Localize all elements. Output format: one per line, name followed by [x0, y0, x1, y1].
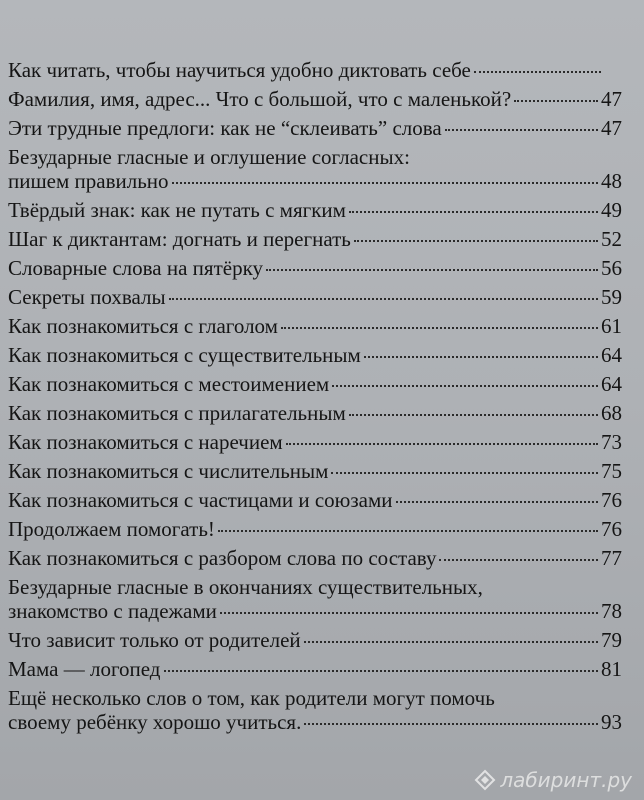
toc-entry — [8, 227, 622, 251]
dot-leader — [445, 129, 598, 131]
toc-entry-title: Секреты похвалы — [8, 285, 166, 309]
toc-entry-row — [8, 314, 622, 338]
dot-leader — [364, 356, 598, 358]
toc-entry-title: знакомство с падежами — [8, 599, 217, 623]
toc-entry — [8, 198, 622, 222]
toc-entry-row — [8, 459, 622, 483]
toc-entry-title: Как познакомиться с разбором слова по составу — [8, 546, 437, 570]
dot-leader — [218, 530, 598, 532]
dot-leader — [172, 182, 598, 184]
toc-entry-row — [8, 657, 622, 681]
toc-page-number: 48 — [601, 169, 622, 193]
toc-entry — [8, 116, 622, 140]
toc-entry — [8, 546, 622, 570]
dot-leader — [169, 298, 598, 300]
toc-entry — [8, 517, 622, 541]
dot-leader — [281, 327, 598, 329]
dot-leader — [474, 71, 601, 73]
toc-entry-row — [8, 517, 622, 541]
toc-entry-row — [8, 227, 622, 251]
toc-entry-row — [8, 401, 622, 425]
toc-entry — [8, 87, 622, 111]
toc-entry-title: Как читать, чтобы научиться удобно диктовать себе — [8, 58, 471, 82]
watermark-text: лабиринт.ру — [500, 768, 632, 792]
toc-entry-title: Фамилия, имя, адрес... Что с большой, что с маленькой? — [8, 87, 512, 111]
dot-leader — [354, 240, 598, 242]
toc-page-number: 64 — [601, 372, 622, 396]
toc-entry — [8, 488, 622, 512]
toc-entry — [8, 343, 622, 367]
dot-leader — [220, 612, 598, 614]
toc-entry-row — [8, 116, 622, 140]
dot-leader — [349, 414, 598, 416]
toc-entry — [8, 686, 622, 734]
toc-page-number: 76 — [601, 517, 622, 541]
table-of-contents — [8, 58, 622, 739]
dot-leader — [266, 269, 598, 271]
toc-entry-row — [8, 546, 622, 570]
dot-leader — [286, 443, 598, 445]
toc-page-number: 52 — [601, 227, 622, 251]
toc-entry — [8, 285, 622, 309]
toc-entry-title: Как познакомиться с частицами и союзами — [8, 488, 393, 512]
toc-entry-row — [8, 285, 622, 309]
toc-entry — [8, 628, 622, 652]
toc-page-number: 56 — [601, 256, 622, 280]
toc-page-number: 47 — [601, 116, 622, 140]
toc-page-number: 75 — [601, 459, 622, 483]
toc-page-number: 47 — [601, 87, 622, 111]
toc-entry-title: Как познакомиться с глаголом — [8, 314, 278, 338]
toc-entry-title-line: Безударные гласные и оглушение согласных: — [8, 145, 410, 169]
watermark — [474, 768, 632, 792]
toc-entry — [8, 430, 622, 454]
toc-entry — [8, 314, 622, 338]
toc-entry-title: Как познакомиться с числительным — [8, 459, 329, 483]
toc-entry — [8, 145, 622, 193]
dot-leader — [304, 723, 598, 725]
toc-page-number: 78 — [601, 599, 622, 623]
toc-entry — [8, 372, 622, 396]
toc-page-number: 93 — [601, 710, 622, 734]
toc-entry-row — [8, 256, 622, 280]
toc-page-number: 49 — [601, 198, 622, 222]
dot-leader — [332, 385, 598, 387]
toc-entry-row — [8, 58, 622, 82]
dot-leader — [396, 501, 598, 503]
toc-entry-title: Продолжаем помогать! — [8, 517, 215, 541]
toc-entry — [8, 256, 622, 280]
toc-page-number: 77 — [601, 546, 622, 570]
toc-entry-row — [8, 198, 622, 222]
toc-entry-title: Как познакомиться с существительным — [8, 343, 361, 367]
toc-entry-row — [8, 599, 622, 623]
toc-entry-title: Словарные слова на пятёрку — [8, 256, 263, 280]
toc-entry-title: Что зависит только от родителей — [8, 628, 301, 652]
toc-entry-row — [8, 710, 622, 734]
toc-entry — [8, 58, 622, 82]
toc-entry-title: Шаг к диктантам: догнать и перегнать — [8, 227, 351, 251]
toc-entry-row — [8, 430, 622, 454]
toc-entry-row — [8, 343, 622, 367]
toc-entry-title-line: Безударные гласные в окончаниях существительных, — [8, 575, 483, 599]
toc-entry-row — [8, 169, 622, 193]
toc-page-number: 73 — [601, 430, 622, 454]
toc-entry-title: Как познакомиться с наречием — [8, 430, 283, 454]
toc-entry — [8, 459, 622, 483]
toc-entry-title: пишем правильно — [8, 169, 169, 193]
toc-entry-title: Твёрдый знак: как не путать с мягким — [8, 198, 346, 222]
toc-entry-title: Мама — логопед — [8, 657, 161, 681]
toc-entry — [8, 657, 622, 681]
dot-leader — [331, 472, 598, 474]
toc-entry-row — [8, 372, 622, 396]
toc-page-number: 68 — [601, 401, 622, 425]
toc-entry-row — [8, 87, 622, 111]
dot-leader — [514, 100, 598, 102]
toc-page-number: 61 — [601, 314, 622, 338]
toc-entry-title: Как познакомиться с местоимением — [8, 372, 330, 396]
toc-entry — [8, 575, 622, 623]
toc-page-number: 64 — [601, 343, 622, 367]
toc-entry-row — [8, 628, 622, 652]
toc-entry-title: Как познакомиться с прилагательным — [8, 401, 346, 425]
toc-page-number: 76 — [601, 488, 622, 512]
toc-entry-title: своему ребёнку хорошо учиться. — [8, 710, 302, 734]
dot-leader — [164, 670, 599, 672]
dot-leader — [439, 559, 598, 561]
labirint-logo-icon — [474, 769, 496, 791]
toc-entry-title-line: Ещё несколько слов о том, как родители могут помочь — [8, 686, 495, 710]
toc-page-number: 79 — [601, 628, 622, 652]
toc-entry-row — [8, 488, 622, 512]
toc-entry — [8, 401, 622, 425]
toc-entry-title: Эти трудные предлоги: как не “склеивать” слова — [8, 116, 442, 140]
dot-leader — [304, 641, 598, 643]
toc-page-number: 59 — [601, 285, 622, 309]
dot-leader — [349, 211, 598, 213]
toc-page-number: 81 — [601, 657, 622, 681]
